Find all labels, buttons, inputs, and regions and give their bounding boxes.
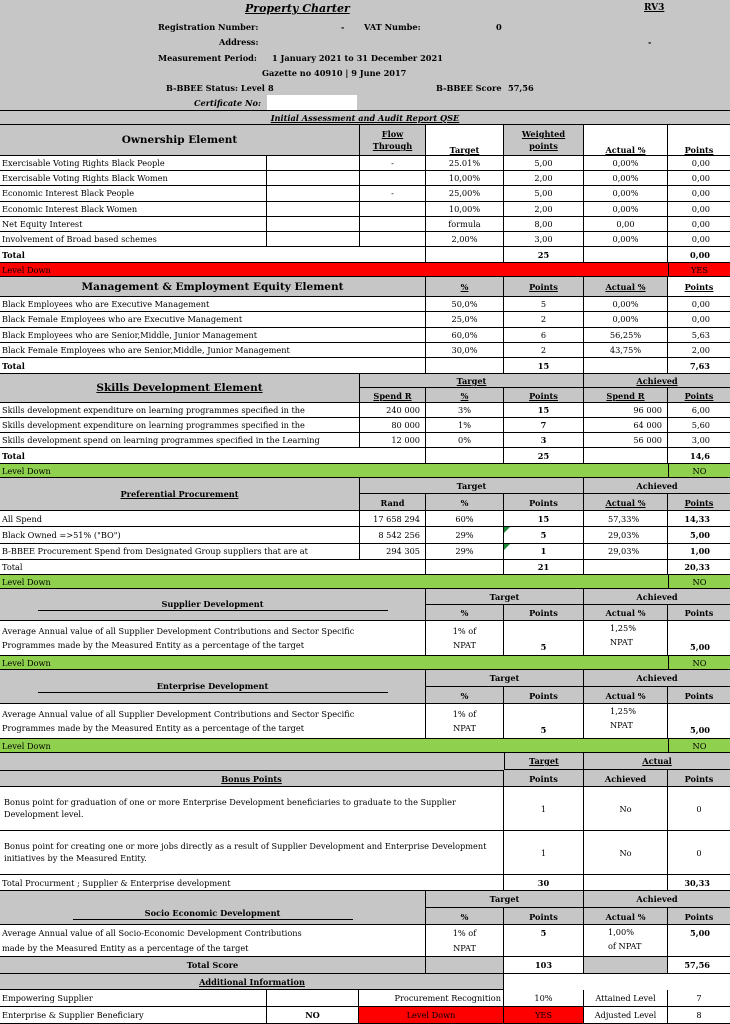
- ownership-row-target: 10,00%: [426, 171, 504, 185]
- status-value: 8: [268, 83, 274, 93]
- management-row-actual: 0,00%: [584, 297, 668, 311]
- ownership-row-spacer: [267, 202, 360, 216]
- procurement-row: [0, 527, 730, 543]
- management-row-pct: 30,0%: [426, 343, 504, 357]
- skills-total-row: Total 25 14,6: [0, 448, 730, 464]
- procurement-row-rand: 17 658 294: [360, 511, 426, 526]
- attained-level-value: 7: [696, 993, 702, 1003]
- ownership-level-down-row: Level Down YES: [0, 263, 730, 277]
- procurement-level-down-row: Level Down NO: [0, 575, 730, 589]
- procurement-row-points: 1: [504, 544, 584, 559]
- management-title: Management & Employment Equity Element: [0, 277, 426, 296]
- score-value: 57,56: [508, 83, 534, 93]
- bonus-total-row: Total Procurment ; Supplier & Enterprise development 30 30,33: [0, 875, 730, 891]
- ownership-row-points: 0,00: [691, 218, 710, 229]
- additional-row-1: Empowering Supplier Procurement Recognition 10% Attained Level 7: [0, 990, 730, 1007]
- ownership-row-weighted: 2,00: [504, 202, 584, 216]
- procurement-row-rand: 8 542 256: [360, 527, 426, 542]
- procurement-row-actual: 57,33%: [584, 511, 668, 526]
- enterprise-dev-level-down-row: Level Down NO: [0, 739, 730, 753]
- skills-row-points: 7: [504, 418, 584, 432]
- socio-title: Socio Economic Development: [73, 908, 353, 920]
- ownership-row-label: Net Equity Interest: [0, 217, 267, 231]
- ownership-row-actual: 0,00%: [584, 186, 668, 200]
- skills-row-achieved-points: 3,00: [691, 435, 710, 445]
- ownership-row-weighted: 2,00: [504, 171, 584, 185]
- ownership-row-actual: 0,00: [584, 217, 668, 231]
- ownership-row-label: Exercisable Voting Rights Black People: [0, 156, 267, 170]
- ownership-row-actual: 0,00%: [584, 232, 668, 246]
- bonus-row-score: 0: [696, 803, 702, 814]
- management-row-pct: 25,0%: [426, 312, 504, 326]
- skills-row-achieved-points: 6,00: [691, 405, 710, 415]
- procurement-row-actual: 29,03%: [584, 544, 668, 559]
- procurement-row-score: 5,00: [690, 529, 710, 540]
- skills-row-achieved-spend: 56 000: [584, 433, 668, 447]
- address-label: Address:: [219, 37, 259, 47]
- management-row-points: 2: [504, 343, 584, 357]
- ownership-col-actual: Actual %: [584, 125, 668, 155]
- management-row-score: 2,00: [691, 344, 710, 355]
- score-label: B-BBEE Score: [436, 83, 502, 93]
- skills-row-label: Skills development spend on learning programmes specified in the Learning: [0, 433, 360, 447]
- management-row-label: Black Employees who are Executive Management: [0, 297, 426, 311]
- ownership-row-flow: -: [360, 186, 426, 200]
- ownership-row-points: 0,00: [691, 188, 710, 199]
- skills-header-row: Skills Development Element Target Achieved Spend R % Points Spend R Points: [0, 374, 730, 403]
- skills-row-spend: 80 000: [360, 418, 426, 432]
- procurement-row-label: All Spend: [0, 511, 360, 526]
- skills-level-down-value: NO: [668, 464, 730, 477]
- management-row-pct: 50,0%: [426, 297, 504, 311]
- management-total-row: Total 15 7,63: [0, 358, 730, 374]
- skills-row-points: 15: [504, 403, 584, 417]
- ownership-col-flow: Flow Through: [360, 125, 426, 155]
- socio-header-row: Socio Economic Development Target Achieved % Points Actual % Points: [0, 891, 730, 925]
- ownership-row: [0, 202, 730, 217]
- management-row: [0, 297, 730, 312]
- final-level-down-value: YES: [504, 1007, 584, 1023]
- skills-row-label: Skills development expenditure on learning programmes specified in the: [0, 418, 360, 432]
- vat-label: VAT Numbe:: [364, 22, 421, 32]
- additional-title: Additional Information: [199, 976, 305, 987]
- skills-row-points: 3: [504, 433, 584, 447]
- supplier-dev-level-down-row: Level Down NO: [0, 656, 730, 670]
- ownership-row-label: Economic Interest Black Women: [0, 202, 267, 216]
- socio-row: Average Annual value of all Socio-Economic Development Contributions made by the Measured Entity as a percentage of the target 1% of NPAT 5 1,00% of NPAT 5,00: [0, 925, 730, 957]
- ownership-row-target: 25,00%: [426, 186, 504, 200]
- management-row-points: 6: [504, 328, 584, 342]
- ownership-row-points: 0,00: [691, 203, 710, 214]
- ownership-row-flow: -: [360, 156, 426, 170]
- skills-row: [0, 403, 730, 418]
- ownership-col-points: Points: [684, 145, 714, 155]
- procurement-row-pct: 60%: [426, 511, 504, 526]
- management-row-points: 5: [504, 297, 584, 311]
- bonus-header-row: Target Actual Bonus Points Points Achieved Points: [0, 753, 730, 787]
- total-score-label: Total Score: [0, 957, 426, 973]
- bonus-row-points: 1: [504, 787, 584, 830]
- management-row-score: 5,63: [691, 329, 710, 340]
- ownership-row-actual: 0,00%: [584, 171, 668, 185]
- ownership-row: [0, 217, 730, 232]
- bonus-row-label: Bonus point for creating one or more jobs directly as a result of Supplier Development and Enterprise Development initiatives by the Measured Entity.: [0, 831, 504, 874]
- report-title: Initial Assessment and Audit Report QSE: [270, 112, 460, 123]
- skills-row-pct: 1%: [426, 418, 504, 432]
- enterprise-dev-level-down-value: NO: [668, 739, 730, 752]
- skills-row: [0, 433, 730, 448]
- registration-value: -: [341, 22, 345, 32]
- ownership-row-label: Involvement of Broad based schemes: [0, 232, 267, 246]
- skills-row-spend: 240 000: [360, 403, 426, 417]
- management-row-score: 0,00: [691, 314, 710, 325]
- additional-row-2: Enterprise & Supplier Beneficiary NO Level Down YES Adjusted Level 8: [0, 1007, 730, 1024]
- status-label: B-BBEE Status: Level: [166, 83, 265, 93]
- ownership-row-weighted: 8,00: [504, 217, 584, 231]
- procurement-header-row: Preferential Procurement Target Achieved Rand % Points Actual % Points: [0, 478, 730, 511]
- ownership-row-target: 10,00%: [426, 202, 504, 216]
- certificate-field[interactable]: [267, 95, 357, 110]
- skills-title: Skills Development Element: [0, 374, 360, 402]
- management-row-label: Black Female Employees who are Executive Management: [0, 312, 426, 326]
- procurement-row-points: 5: [504, 527, 584, 542]
- ownership-row-target: 2,00%: [426, 232, 504, 246]
- ownership-row-label: Exercisable Voting Rights Black Women: [0, 171, 267, 185]
- procurement-row-actual: 29,03%: [584, 527, 668, 542]
- supplier-dev-level-down-value: NO: [668, 656, 730, 669]
- ownership-row-flow: [360, 232, 426, 246]
- ownership-row-actual: 0,00%: [584, 202, 668, 216]
- ownership-row-points: 0,00: [691, 234, 710, 245]
- procurement-row-pct: 29%: [426, 527, 504, 542]
- ownership-row-spacer: [267, 156, 360, 170]
- ownership-row-weighted: 5,00: [504, 186, 584, 200]
- procurement-row-label: Black Owned =>51% ("BO"): [0, 527, 360, 542]
- skills-row-pct: 3%: [426, 403, 504, 417]
- revision-ref: RV3: [644, 3, 665, 13]
- supplier-dev-header-row: Supplier Development Target Achieved % Points Actual % Points: [0, 589, 730, 621]
- enterprise-dev-row: Average Annual value of all Supplier Development Contributions and Sector Specific Programmes made by the Measured Entity as a percentage of the target 1% of NPAT 5 1,25% NPAT 5,00: [0, 704, 730, 739]
- total-score-points: 103: [504, 957, 584, 973]
- vat-value: 0: [496, 22, 502, 32]
- ownership-row-target: formula: [426, 217, 504, 231]
- management-row-label: Black Female Employees who are Senior,Middle, Junior Management: [0, 343, 426, 357]
- procurement-level-down-value: NO: [668, 575, 730, 588]
- bonus-row-score: 0: [696, 847, 702, 858]
- procurement-row-points: 15: [504, 511, 584, 526]
- management-row: [0, 343, 730, 358]
- skills-level-down-row: Level Down NO: [0, 464, 730, 478]
- registration-label: Registration Number:: [158, 22, 259, 32]
- ownership-row: [0, 156, 730, 171]
- procurement-row-pct: 29%: [426, 544, 504, 559]
- ownership-row: [0, 232, 730, 247]
- period-label: Measurement Period:: [158, 53, 257, 63]
- ownership-row-actual: 0,00%: [584, 156, 668, 170]
- ownership-level-down-value: YES: [668, 263, 730, 276]
- page-title: Property Charter: [245, 2, 350, 15]
- total-score-value: 57,56: [684, 960, 710, 970]
- ownership-row-weighted: 5,00: [504, 156, 584, 170]
- supplier-dev-title: Supplier Development: [38, 599, 388, 611]
- address-value: -: [648, 37, 652, 47]
- ownership-title: Ownership Element: [0, 125, 360, 155]
- ownership-row-spacer: [267, 186, 360, 200]
- cell-note-marker: [504, 527, 510, 533]
- ownership-header-row: [0, 125, 730, 156]
- ownership-row-label: Economic Interest Black People: [0, 186, 267, 200]
- procurement-row-label: B-BBEE Procurement Spend from Designated Group suppliers that are at: [0, 544, 360, 559]
- bonus-row-achieved: No: [584, 787, 668, 830]
- management-header-row: Management & Employment Equity Element % Points Actual % Points: [0, 277, 730, 297]
- procurement-row-score: 14,33: [684, 513, 710, 524]
- procurement-row: [0, 511, 730, 527]
- ownership-row: [0, 186, 730, 201]
- skills-row-spend: 12 000: [360, 433, 426, 447]
- ownership-row-points: 0,00: [691, 173, 710, 184]
- management-row-actual: 56,25%: [584, 328, 668, 342]
- bonus-row: [0, 787, 730, 831]
- ownership-row: [0, 171, 730, 186]
- ownership-total-row: Total 25 0,00: [0, 247, 730, 263]
- ownership-col-target: Target: [426, 125, 504, 155]
- management-row-label: Black Employees who are Senior,Middle, Junior Management: [0, 328, 426, 342]
- management-row: [0, 328, 730, 343]
- skills-row-achieved-points: 5,60: [691, 420, 710, 430]
- ownership-row-spacer: [267, 232, 360, 246]
- bonus-row-achieved: No: [584, 831, 668, 874]
- skills-row-label: Skills development expenditure on learning programmes specified in the: [0, 403, 360, 417]
- management-row-score: 0,00: [691, 299, 710, 310]
- header-block: [0, 0, 730, 111]
- enterprise-dev-header-row: Enterprise Development Target Achieved % Points Actual % Points: [0, 670, 730, 704]
- bonus-title: Bonus Points: [0, 770, 504, 787]
- gazette: Gazette no 40910 | 9 June 2017: [262, 68, 407, 78]
- management-row-actual: 43,75%: [584, 343, 668, 357]
- procurement-total-row: Total 21 20,33: [0, 560, 730, 575]
- bonus-row: [0, 831, 730, 875]
- skills-row: [0, 418, 730, 433]
- ownership-row-flow: [360, 217, 426, 231]
- supplier-dev-row: Average Annual value of all Supplier Development Contributions and Sector Specific Programmes made by the Measured Entity as a percentage of the target 1% of NPAT 5 1,25% NPAT 5,00: [0, 621, 730, 656]
- skills-row-achieved-spend: 64 000: [584, 418, 668, 432]
- period-value: 1 January 2021 to 31 December 2021: [272, 53, 443, 63]
- ownership-row-points: 0,00: [691, 158, 710, 169]
- certificate-label: Certificate No:: [194, 98, 261, 108]
- procurement-row: [0, 544, 730, 560]
- ownership-row-spacer: [267, 217, 360, 231]
- ownership-row-flow: [360, 171, 426, 185]
- management-row-points: 2: [504, 312, 584, 326]
- adjusted-level-value: 8: [696, 1010, 702, 1020]
- ownership-row-spacer: [267, 171, 360, 185]
- additional-header-row: [0, 974, 504, 990]
- bonus-row-label: Bonus point for graduation of one or more Enterprise Development beneficiaries to graduate to the Supplier Development level.: [0, 787, 504, 830]
- enterprise-dev-title: Enterprise Development: [38, 681, 388, 693]
- ownership-col-weighted: Weighted points: [504, 125, 584, 155]
- procurement-row-rand: 294 305: [360, 544, 426, 559]
- management-row-actual: 0,00%: [584, 312, 668, 326]
- bonus-row-points: 1: [504, 831, 584, 874]
- skills-row-pct: 0%: [426, 433, 504, 447]
- ownership-row-weighted: 3,00: [504, 232, 584, 246]
- report-title-row: [0, 111, 730, 125]
- management-row: [0, 312, 730, 327]
- ownership-row-target: 25.01%: [426, 156, 504, 170]
- cell-note-marker: [504, 544, 510, 550]
- skills-row-achieved-spend: 96 000: [584, 403, 668, 417]
- total-score-row: [0, 957, 730, 974]
- ownership-row-flow: [360, 202, 426, 216]
- procurement-title: Preferential Procurement: [0, 478, 360, 510]
- procurement-row-score: 1,00: [690, 546, 710, 557]
- management-row-pct: 60,0%: [426, 328, 504, 342]
